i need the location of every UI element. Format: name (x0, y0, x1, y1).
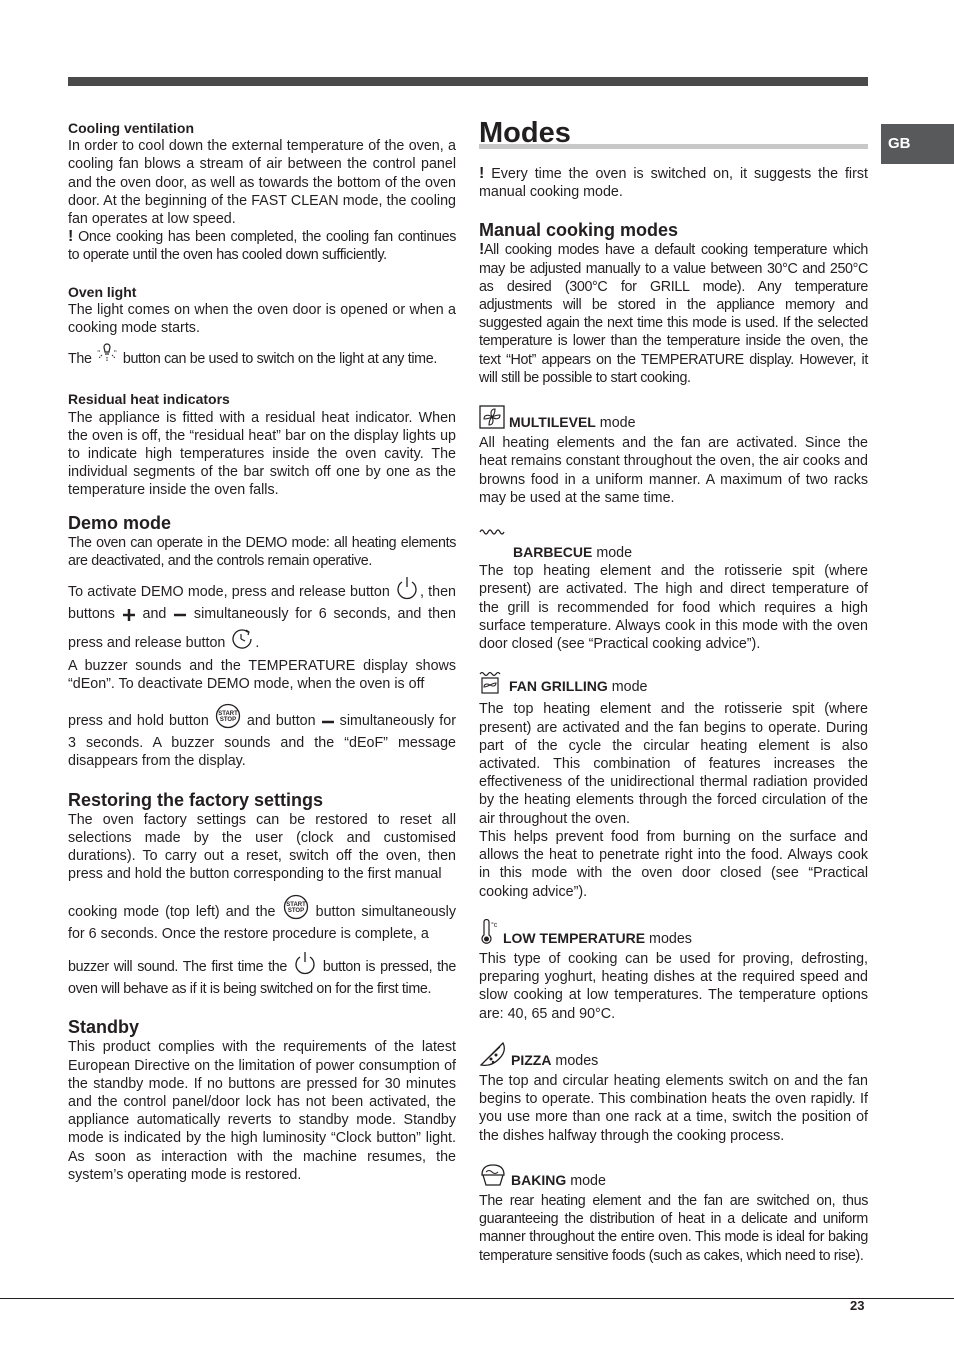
thermometer-icon (479, 919, 499, 950)
pizza-icon (479, 1041, 507, 1072)
section-title-oven-light: Oven light (68, 283, 137, 300)
svg-text:STOP: STOP (219, 717, 236, 724)
start-stop-icon (214, 703, 242, 734)
factory-text: The oven factory settings can be restored to reset all selections made by the user (clock and customised durations). To carry out a reset, switch off the oven, then press and hold the button corresponding to the first manual (68, 811, 456, 883)
footer-rule (0, 1298, 954, 1299)
mode-title-fan-grilling: FAN GRILLING mode (479, 671, 868, 700)
page-title: Modes (479, 115, 868, 151)
warning-mark: ! (479, 165, 485, 182)
demo-text: The oven can operate in the DEMO mode: all heating elements are deactivated, and the controls remain operative. (68, 534, 456, 569)
right-column (479, 115, 868, 1265)
mode-title-barbecue: BARBECUE mode (479, 525, 868, 562)
standby-text: This product complies with the requirements of the latest European Directive on the limitation of power consumption of the standby mode. If no buttons are pressed for 30 minutes and the control panel/door lock has not been activated, the appliance automatically reverts to standby mode. Standby mode is indicated by the high luminosity “Clock button” light. As soon as interaction with the machine resumes, the system’s operating mode is restored. (68, 1039, 456, 1183)
demo-deactivate-text: press and hold button START STOP and button simultaneously for 3 seconds. A buzzer sounds and the “dEoF” message disappears from the display. (68, 703, 456, 771)
multilevel-fan-icon (479, 405, 505, 434)
cooling-text: In order to cool down the external temperature of the oven, a cooling fan blows a stream of air between the control panel and the oven door, as well as towards the bottom of the oven door. At the beginning of the FAST CLEAN mode, the cooling fan operates at low speed. (68, 138, 456, 228)
language-tab: GB (881, 124, 954, 164)
mode-text-pizza: The top and circular heating elements switch on and the fan begins to operate. This combination heats the oven rapidly. If you use more than one rack at a time, switch the position of the dishes halfway through the cooking process. (479, 1072, 868, 1144)
warning-mark: ! (68, 228, 73, 246)
mode-title-low-temperature: °c LOW TEMPERATURE modes (479, 919, 868, 950)
mode-text-multilevel: All heating elements and the fan are activated. Since the heat remains constant throughout the oven, the air cooks and browns food in a uniform manner. A maximum of two racks may be used at the same time. (479, 435, 868, 506)
start-stop-icon (282, 894, 310, 925)
minus-icon (321, 715, 335, 734)
factory-reset-text: cooking mode (top left) and the START STOP button simultaneously for 6 seconds. Once the restore procedure is complete, a (68, 894, 456, 943)
warning-mark: ! (479, 241, 484, 259)
power-icon (394, 576, 420, 605)
factory-complete-text: buzzer will sound. The first time the button is pressed, the oven will behave as if it is being switched on for the first time. (68, 951, 456, 998)
baking-icon (479, 1163, 507, 1192)
section-title-manual-modes: Manual cooking modes (479, 220, 679, 241)
section-title-residual-heat: Residual heat indicators (68, 391, 230, 408)
section-title-demo: Demo mode (68, 512, 172, 533)
grill-icon (479, 525, 868, 543)
svg-text:START: START (285, 901, 306, 908)
section-title-cooling: Cooling ventilation (68, 120, 194, 136)
oven-light-text: The light comes on when the oven door is opened or when a cooking mode starts. (68, 301, 456, 337)
light-bulb-icon (95, 343, 119, 372)
svg-text:START: START (218, 711, 238, 718)
clock-icon (229, 627, 255, 656)
svg-text:°c: °c (491, 921, 498, 929)
modes-intro: ! Every time the oven is switched on, it suggests the first manual cooking mode. (479, 165, 868, 201)
mode-title-baking: BAKING mode (479, 1163, 868, 1192)
mode-text-fan-grilling: The top heating element and the rotisserie spit (where present) are activated and the fan begins to operate. During part of the cycle the circular heating element is also activated. This combination of features increases the effectiveness of the unidirectional thermal radiation provided by the heating elements through the forced circulation of the air throughout the oven. (479, 701, 868, 827)
svg-text:STOP: STOP (287, 907, 304, 914)
power-icon (292, 951, 318, 980)
fan-grill-icon (479, 671, 505, 700)
mode-text-fan-grilling-2: This helps prevent food from burning on the surface and allows the heat to penetrate right into the food. Always cook in this mode with the oven door closed (see “Practical cooking advice”). (479, 828, 868, 900)
plus-icon (122, 608, 136, 627)
section-title-standby: Standby (68, 1017, 140, 1038)
demo-buzzer-text: A buzzer sounds and the TEMPERATURE display shows “dEon”. To deactivate DEMO mode, when the oven is off (68, 657, 456, 692)
demo-activate-text: To activate DEMO mode, press and release button , then buttons and simultaneously for 6 seconds, and then press and release button . (68, 576, 456, 657)
residual-heat-text: The appliance is fitted with a residual heat indicator. When the oven is off, the “residual heat” bar on the display lights up to indicate high temperatures inside the oven cavity. The individual segments of the bar switch off one by one as the temperature inside the oven falls. (68, 409, 456, 499)
manual-modes-text: !All cooking modes have a default cooking temperature which may be adjusted manually to a value between 30°C and 250°C as desired (300°C for GRILL mode). Any temperature adjustments will be stored in the appliance memory and suggested again the next time this mode is used. If the selected temperature is lower than the temperature inside the oven, the text “Hot” appears on the TEMPERATURE display. However, it will still be possible to start cooking. (479, 241, 868, 386)
mode-text-barbecue: The top heating element and the rotisserie spit (where present) are activated. The high and direct temperature of the grill is recommended for food which requires a high surface temperature. Always cook in this mode with the oven door closed (see “Practical cooking advice”). (479, 563, 868, 653)
left-column (68, 119, 456, 1184)
minus-icon (173, 608, 187, 627)
mode-text-baking: The rear heating element and the fan are switched on, thus guaranteeing the distribution of heat in a delicate and uniform manner throughout the entire oven. This mode is ideal for baking temperature sensitive foods (such as cakes, which need to rise). (479, 1192, 868, 1264)
section-title-factory-settings: Restoring the factory settings (68, 789, 324, 810)
page-number: 23 (850, 1298, 865, 1313)
mode-text-low-temperature: This type of cooking can be used for proving, defrosting, preparing yoghurt, heating dishes at the required speed and slow cooking at low temperatures. The temperature options are: 40, 65 and 90°C. (479, 950, 868, 1022)
cooling-note: ! Once cooking has been completed, the cooling fan continues to operate until the oven has cooled down sufficiently. (68, 228, 456, 264)
header-bar (68, 77, 868, 86)
mode-title-multilevel: MULTILEVEL mode (479, 405, 868, 434)
oven-light-button-text: The button can be used to switch on the light at any time. (68, 343, 456, 372)
mode-title-pizza: PIZZA modes (479, 1041, 868, 1072)
